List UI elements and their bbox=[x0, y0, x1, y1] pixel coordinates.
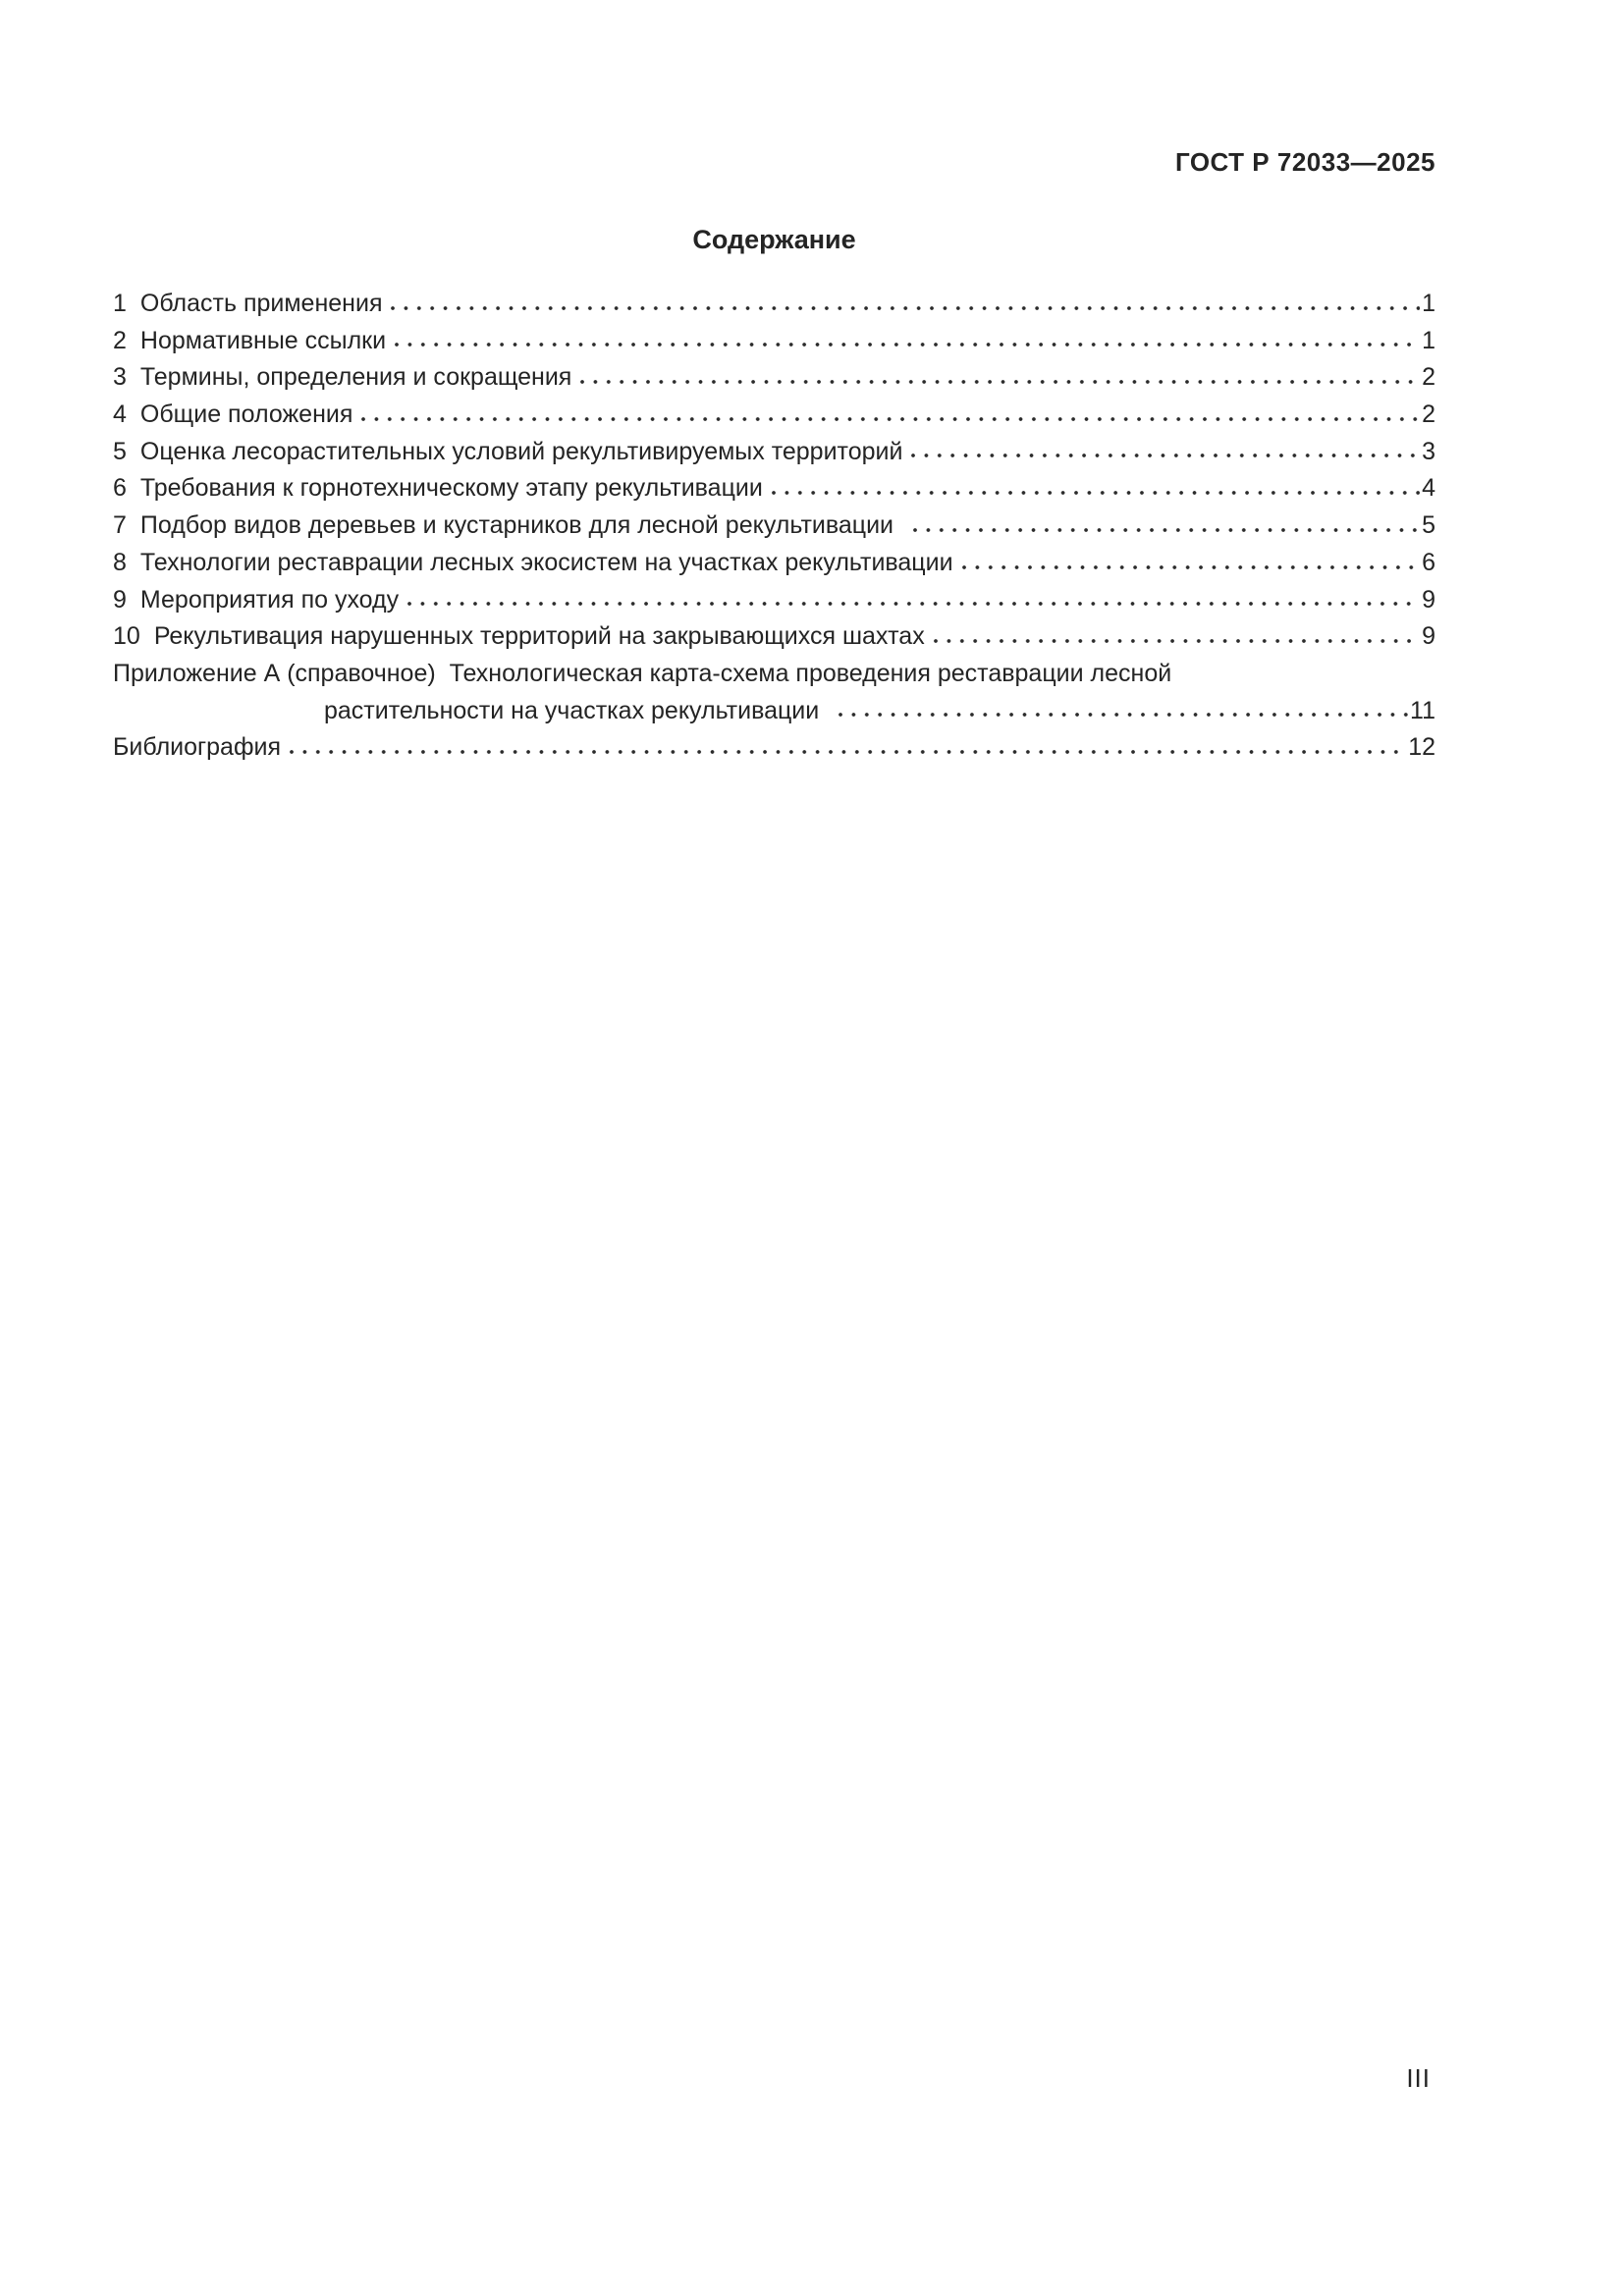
toc-entry bbox=[113, 286, 1435, 323]
dot-leader bbox=[580, 359, 1420, 397]
toc-entry-number: 2 bbox=[113, 326, 127, 354]
toc-entry bbox=[113, 397, 1435, 434]
toc-entry bbox=[113, 507, 1435, 545]
toc-entry-label: Технологии реставрации лесных экосистем на участках рекультивации bbox=[139, 548, 953, 576]
toc-entry bbox=[113, 729, 1435, 767]
dot-leader bbox=[911, 434, 1420, 471]
toc-entry-number: 7 bbox=[113, 511, 127, 540]
toc-entry-number: 9 bbox=[113, 585, 127, 614]
toc-entry-page: 2 bbox=[1422, 400, 1435, 429]
toc-entry-page: 9 bbox=[1422, 622, 1435, 651]
table-of-contents bbox=[113, 286, 1435, 767]
page-title: Содержание bbox=[692, 225, 856, 254]
toc-entry-page: 5 bbox=[1422, 511, 1435, 540]
dot-leader bbox=[772, 470, 1420, 507]
toc-entry bbox=[113, 434, 1435, 471]
toc-entry-number: 10 bbox=[113, 622, 140, 651]
dot-leader bbox=[391, 286, 1420, 323]
toc-entry-number: 6 bbox=[113, 474, 127, 503]
toc-entry-page: 2 bbox=[1422, 363, 1435, 392]
toc-entry-page: 12 bbox=[1408, 733, 1435, 762]
toc-entry-number: 5 bbox=[113, 437, 127, 465]
toc-entry-label: Приложение А (справочное) Технологическая карта-схема проведения реставрации лесной bbox=[113, 659, 1172, 687]
toc-entry-number: 4 bbox=[113, 400, 127, 429]
dot-leader bbox=[913, 507, 1420, 545]
page-number: III bbox=[1406, 2063, 1431, 2093]
dot-leader bbox=[290, 729, 1406, 767]
toc-entry bbox=[113, 582, 1435, 619]
toc-entry-number: 1 bbox=[113, 290, 127, 317]
dot-leader bbox=[934, 618, 1420, 656]
toc-entry bbox=[113, 545, 1435, 582]
toc-entry-page: 3 bbox=[1422, 437, 1435, 465]
toc-entry bbox=[113, 618, 1435, 656]
toc-entry-label: Рекультивация нарушенных территорий на закрывающихся шахтах bbox=[153, 622, 925, 651]
dot-leader bbox=[361, 397, 1420, 434]
toc-entry-page: 1 bbox=[1422, 290, 1435, 317]
toc-entry-label: Подбор видов деревьев и кустарников для лесной рекультивации bbox=[139, 511, 894, 540]
toc-entry-label: Библиография bbox=[113, 733, 282, 762]
toc-entry bbox=[113, 470, 1435, 507]
standard-designation: ГОСТ Р 72033—2025 bbox=[1174, 147, 1435, 177]
toc-entry-page: 1 bbox=[1422, 326, 1435, 354]
toc-entry bbox=[113, 359, 1435, 397]
toc-entry-number: 8 bbox=[113, 548, 127, 576]
toc-entry-page: 4 bbox=[1422, 474, 1435, 503]
dot-leader bbox=[407, 582, 1420, 619]
toc-entry-number: 3 bbox=[113, 363, 127, 392]
toc-entry-label: Требования к горнотехническому этапу рекультивации bbox=[139, 474, 763, 503]
toc-entry bbox=[113, 693, 1435, 730]
toc-entry-label: растительности на участках рекультивации bbox=[324, 696, 820, 724]
toc-entry-label: Область применения bbox=[139, 290, 383, 317]
toc-entry-label: Термины, определения и сокращения bbox=[139, 363, 572, 392]
toc-entry-label: Нормативные ссылки bbox=[139, 326, 387, 354]
toc-entry-page: 11 bbox=[1410, 696, 1435, 724]
toc-entry bbox=[113, 323, 1435, 360]
toc-entry-label: Мероприятия по уходу bbox=[139, 585, 400, 614]
dot-leader bbox=[839, 693, 1408, 730]
dot-leader bbox=[395, 323, 1420, 360]
toc-entry-label: Оценка лесорастительных условий рекультивируемых территорий bbox=[139, 437, 903, 465]
toc-entry bbox=[113, 656, 1435, 693]
toc-entry-label: Общие положения bbox=[139, 400, 353, 429]
toc-entry-page: 9 bbox=[1422, 585, 1435, 614]
dot-leader bbox=[962, 545, 1421, 582]
toc-entry-page: 6 bbox=[1422, 548, 1435, 576]
